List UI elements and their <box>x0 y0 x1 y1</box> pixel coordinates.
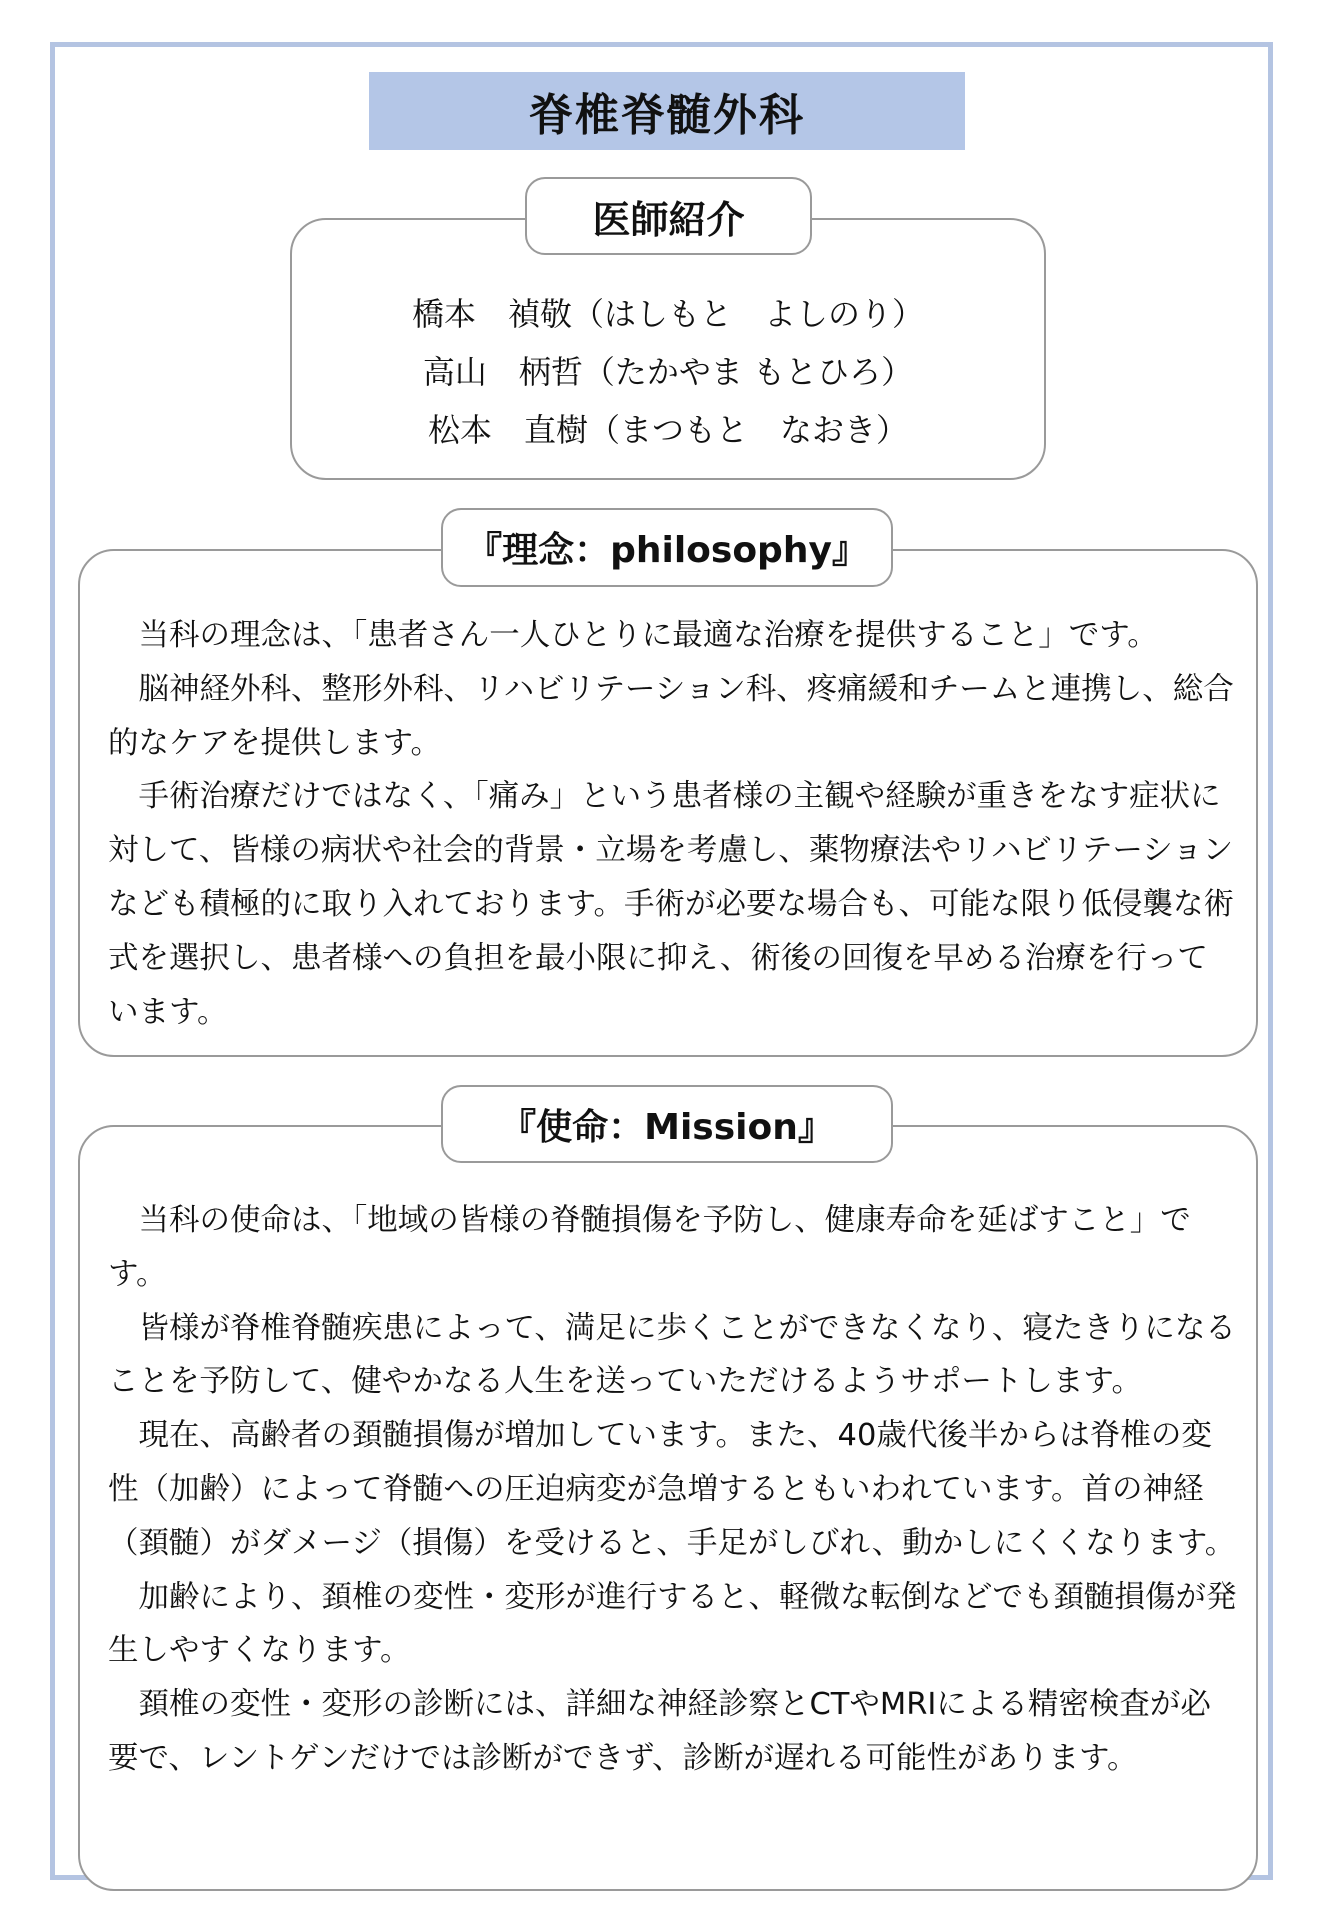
mission-box <box>78 1125 1258 1891</box>
philosophy-text <box>108 609 1238 1039</box>
paragraph: 当科の使命は、「地域の皆様の脊髄損傷を予防し、健康寿命を延ばすこと」です。 <box>108 1203 1191 1292</box>
doctor-name: 松本 直樹（まつもと なおき） <box>427 411 908 449</box>
doctor-name: 橋本 禎敬（はしもと よしのり） <box>411 295 924 333</box>
doctor-name: 高山 柄哲（たかやま もとひろ） <box>422 353 914 391</box>
mission-heading: 『使命：Mission』 <box>441 1085 893 1163</box>
doctors-heading: 医師紹介 <box>525 177 812 255</box>
mission-text <box>108 1194 1238 1786</box>
paragraph: 手術治療だけではなく、「痛み」という患者様の主観や経験が重きをなす症状に対して、皆様の病状や社会的背景・立場を考慮し、薬物療法やリハビリテーションなども積極的に取り入れております。手術が必要な場合も、可能な限り低侵襲な術式を選択し、患者様への負担を最小限に抑え、術後の回復を早める治療を行っています。 <box>108 779 1235 1030</box>
paragraph: 頚椎の変性・変形の診断には、詳細な神経診察とCTやMRIによる精密検査が必要で、レントゲンだけでは診断ができず、診断が遅れる可能性があります。 <box>108 1687 1211 1776</box>
paragraph: 現在、高齢者の頚髄損傷が増加しています。また、40歳代後半からは脊椎の変性（加齢）によって脊髄への圧迫病変が急増するともいわれています。首の神経（頚髄）がダメージ（損傷）を受けると、手足がしびれ、動かしにくくなります。 <box>108 1418 1236 1561</box>
philosophy-heading: 『理念：philosophy』 <box>441 508 893 587</box>
paragraph: 加齢により、頚椎の変性・変形が進行すると、軽微な転倒などでも頚髄損傷が発生しやすくなります。 <box>108 1579 1237 1669</box>
page-title: 脊椎脊髄外科 <box>369 72 965 150</box>
paragraph: 皆様が脊椎脊髄疾患によって、満足に歩くことができなくなり、寝たきりになることを予防して、健やかなる人生を送っていただけるようサポートします。 <box>108 1310 1236 1400</box>
doctor-list <box>292 285 1044 459</box>
paragraph: 脳神経外科、整形外科、リハビリテーション科、疼痛緩和チームと連携し、総合的なケアを提供します。 <box>108 671 1234 761</box>
philosophy-box <box>78 549 1258 1057</box>
doctors-box <box>290 218 1046 480</box>
paragraph: 当科の理念は、「患者さん一人ひとりに最適な治療を提供すること」です。 <box>138 618 1158 653</box>
